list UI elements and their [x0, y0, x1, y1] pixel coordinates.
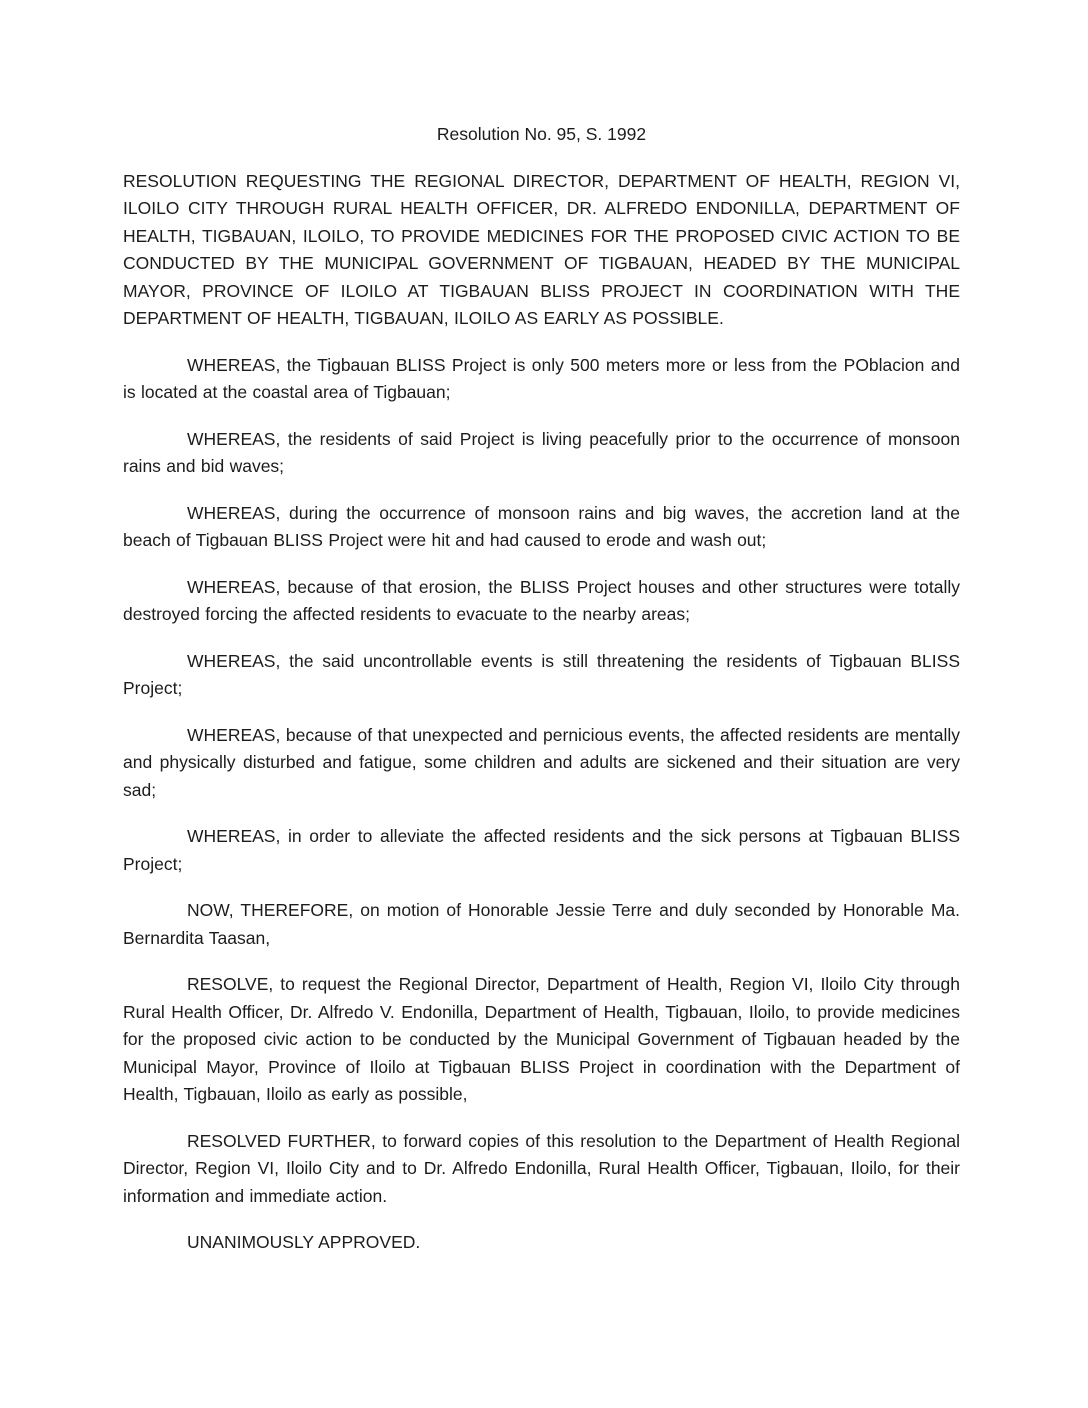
whereas-clause-3: WHEREAS, during the occurrence of monsoon rains and big waves, the accretion land at the beach of Tigbauan BLISS Project were hit and had caused to erode and wash out; — [123, 502, 960, 550]
whereas-clause-4: WHEREAS, because of that erosion, the BLISS Project houses and other structures were totally destroyed forcing the affected residents to evacuate to the nearby areas; — [123, 576, 960, 624]
resolve-paragraph: RESOLVE, to request the Regional Director, Department of Health, Region VI, Iloilo City through Rural Health Officer, Dr. Alfredo V. Endonilla, Department of Health, Tigbauan, Iloilo, to provide medicines for the proposed civic action to be conducted by the Municipal Government of Tigbauan headed by the Municipal Mayor, Province of Iloilo at Tigbauan BLISS Project in coordination with the Department of Health, Tigbauan, Iloilo as early as possible, — [123, 974, 960, 1104]
whereas-clause-1: WHEREAS, the Tigbauan BLISS Project is only 500 meters more or less from the POblacion and is located at the coastal area of Tigbauan; — [123, 354, 960, 402]
now-therefore-paragraph: NOW, THEREFORE, on motion of Honorable Jessie Terre and duly seconded by Honorable Ma. Bernardita Taasan, — [123, 900, 960, 948]
whereas-clause-5: WHEREAS, the said uncontrollable events is still threatening the residents of Tigbauan BLISS Project; — [123, 650, 960, 698]
document-title: Resolution No. 95, S. 1992 — [436, 124, 647, 144]
resolution-heading-paragraph: RESOLUTION REQUESTING THE REGIONAL DIRECTOR, DEPARTMENT OF HEALTH, REGION VI, ILOILO CITY THROUGH RURAL HEALTH OFFICER, DR. ALFREDO ENDONILLA, DEPARTMENT OF HEALTH, TIGBAUAN, ILOILO, TO PROVIDE MEDICINES FOR THE PROPOSED CIVIC ACTION TO BE CONDUCTED BY THE MUNICIPAL GOVERNMENT OF TIGBAUAN, HEADED BY THE MUNICIPAL MAYOR, PROVINCE OF ILOILO AT TIGBAUAN BLISS PROJECT IN COORDINATION WITH THE DEPARTMENT OF HEALTH, TIGBAUAN, ILOILO AS EARLY AS POSSIBLE. — [123, 170, 960, 328]
resolved-further-paragraph: RESOLVED FURTHER, to forward copies of this resolution to the Department of Health Regional Director, Region VI, Iloilo City and to Dr. Alfredo Endonilla, Rural Health Officer, Tigbauan, Iloilo, for their information and immediate action. — [123, 1130, 960, 1206]
whereas-clause-7: WHEREAS, in order to alleviate the affected residents and the sick persons at Tigbauan BLISS Project; — [123, 826, 960, 874]
whereas-clause-2: WHEREAS, the residents of said Project is living peacefully prior to the occurrence of monsoon rains and bid waves; — [123, 428, 960, 476]
approval-paragraph: UNANIMOUSLY APPROVED. — [187, 1232, 421, 1252]
whereas-clause-6: WHEREAS, because of that unexpected and pernicious events, the affected residents are mentally and physically disturbed and fatigue, some children and adults are sickened and their situation are very sad; — [123, 724, 960, 800]
